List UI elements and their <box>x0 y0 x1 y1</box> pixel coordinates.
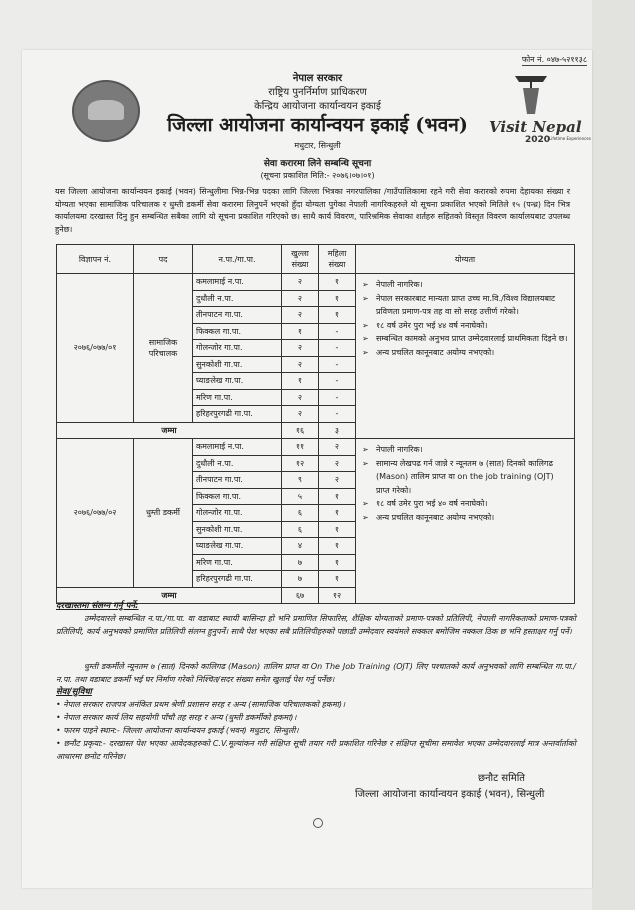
total-open: ६७ <box>282 587 319 604</box>
vacancy-table <box>56 244 575 604</box>
col-qualification: योग्यता <box>356 245 575 274</box>
selection-committee: छनौट समिति <box>478 773 525 784</box>
open-count-cell: ७ <box>282 554 319 571</box>
open-count-cell: ६ <box>282 505 319 522</box>
qualification-item: ➢ नेपाली नागरिक। <box>362 443 568 457</box>
signing-office: जिल्ला आयोजना कार्यान्वयन इकाई (भवन), सिन्धुली <box>355 789 545 800</box>
qualification-item: ➢ १८ वर्ष उमेर पुरा भई ४० वर्ष ननाघेको। <box>362 497 568 511</box>
open-count-cell: २ <box>282 307 319 324</box>
women-count-cell: - <box>319 389 356 406</box>
service-item-text: नेपाल सरकार कार्य लिय सहयोगी पाँचौ तह सरह र अन्य (धुम्ती डकर्मीको हकमा)। <box>63 713 297 722</box>
total-women: १२ <box>319 587 356 604</box>
municipality-cell: हरिहरपुरगढी गा.पा. <box>193 406 282 423</box>
municipality-cell: मरिण गा.पा. <box>193 389 282 406</box>
col-municipality: न.पा./गा.पा. <box>193 245 282 274</box>
attachments-heading: दरखास्तमा संलग्न गर्नु पर्ने: <box>56 601 139 611</box>
qualification-item: ➢ अन्य प्रचलित कानूनबाट अयोग्य नभएको। <box>362 346 568 360</box>
municipality-cell: गोलन्जोर गा.पा. <box>193 340 282 357</box>
municipality-cell: सुनकोशी गा.पा. <box>193 356 282 373</box>
open-count-cell: ५ <box>282 488 319 505</box>
women-count-cell: - <box>319 356 356 373</box>
open-count-cell: १२ <box>282 455 319 472</box>
qualification-item: ➢ सम्बन्धित कामको अनुभव प्राप्त उम्मेदवारलाई प्राथमिकता दिइने छ। <box>362 332 568 346</box>
qualification-item: ➢ नेपाल सरकारबाट मान्यता प्राप्त उच्च मा.वि./विश्व विद्यालयबाट प्रविणता प्रमाण-पत्र तह वा सो सरह उत्तीर्ण गरेको। <box>362 292 568 319</box>
municipality-cell: कमलामाई न.पा. <box>193 439 282 456</box>
municipality-cell: दुधौली न.पा. <box>193 290 282 307</box>
municipality-cell: घ्याङलेख गा.पा. <box>193 373 282 390</box>
logo-tagline-text: Lifetime Experiences <box>549 136 591 141</box>
municipality-cell: सुनकोशी गा.पा. <box>193 521 282 538</box>
women-count-cell: १ <box>319 521 356 538</box>
col-women: महिला संख्या <box>319 245 356 274</box>
page-mark <box>313 818 323 828</box>
authority-name: राष्ट्रिय पुनर्निर्माण प्राधिकरण <box>268 87 367 98</box>
col-open: खुल्ला संख्या <box>282 245 319 274</box>
total-label: जम्मा <box>57 422 282 439</box>
women-count-cell: - <box>319 406 356 423</box>
qualification-item: ➢ सामान्य लेखपढ गर्न जान्ने र न्यूनतम ७ (सात) दिनको कालिगढ (Mason) तालिम प्राप्त वा on the job training (OJT) प्राप्त गरेको। <box>362 457 568 498</box>
municipality-cell: गोलन्जोर गा.पा. <box>193 505 282 522</box>
service-item: • नेपाल सरकार राजपत्र अनंकित प्रथम श्रेणी प्रशासन सरह र अन्य (सामाजिक परिचालकको हकमा)। <box>56 700 346 709</box>
qualification-item: ➢ नेपाली नागरिक। <box>362 278 568 292</box>
service-item-text: फारम पाइने स्थान:- जिल्ला आयोजना कार्यान्वयन इकाई (भवन) मधुटार, सिन्धुली। <box>63 726 299 735</box>
open-count-cell: ४ <box>282 538 319 555</box>
women-count-cell: १ <box>319 488 356 505</box>
intro-paragraph: यस जिल्ला आयोजना कार्यान्वयन इकाई (भवन) सिन्धुलीमा भिन्न-भिन्न पदका लागि जिल्ला भित्रका नगरपालिका /गाउँपालिकामा रहने गरी सेवा करारको रुपमा देहायका संख्या र योग्यता भएका सामाजिक परिचालक र धुम्ती डकर्मी सेवा करारमा लिनुपर्ने भएको हुँदा योग्यता पुगेका नेपाली नागरिकहरुले यो सूचना प्रकाशित भएको मितिले १५ (पन्ध्र) दिन भित्र कार्यालयमा दरखास्त दिनु हुन सम्बन्धित सबैका लागि यो सूचना प्रकाशित गरिएको छ। साथै कार्य विवरण, पारिश्रमिक सेवाका शर्तहरु सहितको विस्तृत विवरण कार्यालयबाट उपलब्ध हुनेछ। <box>55 187 570 234</box>
open-count-cell: २ <box>282 290 319 307</box>
service-item-text: छनौट प्रकृया:- दरखास्त पेश भएका आवेदकहरुको C.V.मूल्यांकन गरी संक्षिप्त सूची तयार गरी प्रकाशित गरिनेछ र संक्षिप्त सूचीमा समावेश भएका उम्मेदवारलाई मात्र अन्तर्वार्ताको आधारमा छनोट गरिनेछ। <box>56 739 576 761</box>
service-item: • फारम पाइने स्थान:- जिल्ला आयोजना कार्यान्वयन इकाई (भवन) मधुटार, सिन्धुली। <box>56 726 299 735</box>
attachment-item: उम्मेदवारले सम्बन्धित न.पा./गा.पा. वा वडाबाट स्थायी बासिन्दा हो भनि प्रमाणित सिफारिस, शैक्षिक योग्यताको प्रमाण-पत्रको प्रतिलिपी, नेपाली नागरिकताको प्रमाण-पत्रको प्रतिलिपी, कार्य अनुभवको प्रमाणित प्रतिलिपी संलग्न हुनुपर्ने। साथै पेश भएका सबै प्रतिलिपीहरुको पछाडी उम्मेदवार स्वयंमले सक्कल बमोजिम नक्कल ठिक छ भनि हस्ताक्षर गर्नु पर्ने। <box>56 614 576 636</box>
notice-title: सेवा करारमा लिने सम्बन्धि सूचना <box>263 159 372 169</box>
open-count-cell: ७ <box>282 571 319 588</box>
office-address: मधुटार, सिन्धुली <box>294 141 341 150</box>
logo-brand-text: Visit Nepal <box>489 118 582 136</box>
attachment-item: धुम्ती डकर्मीले न्यूनतम ७ (सात) दिनको कालिगढ (Mason) तालिम प्राप्त वा On The Job Training (OJT) लिए पश्चातको कार्य अनुभवको लागि सम्बन्धित गा.पा./न.पा. तथा वडाबाट डकर्मी भई घर निर्माण गरेको निश्चित/सदर संख्या समेत खुलाई पेश गर्नु पर्नेछ। <box>56 662 576 684</box>
phone-number: फोन नं. ०४७-५२११३८ <box>521 55 587 64</box>
open-count-cell: २ <box>282 274 319 291</box>
municipality-cell: दुधौली न.पा. <box>193 455 282 472</box>
women-count-cell: १ <box>319 571 356 588</box>
women-count-cell: - <box>319 373 356 390</box>
logo-year-text: 2020 <box>525 135 551 145</box>
qualification-cell <box>356 439 575 604</box>
women-count-cell: - <box>319 323 356 340</box>
municipality-cell: कमलामाई न.पा. <box>193 274 282 291</box>
women-count-cell: १ <box>319 274 356 291</box>
office-title: जिल्ला आयोजना कार्यान्वयन इकाई (भवन) <box>167 114 468 136</box>
women-count-cell: १ <box>319 538 356 555</box>
table-row <box>57 439 575 456</box>
total-open: १६ <box>282 422 319 439</box>
service-item: • नेपाल सरकार कार्य लिय सहयोगी पाँचौ तह सरह र अन्य (धुम्ती डकर्मीको हकमा)। <box>56 713 297 722</box>
women-count-cell: - <box>319 340 356 357</box>
open-count-cell: ९ <box>282 472 319 489</box>
municipality-cell: तीनपाटन गा.पा. <box>193 307 282 324</box>
col-post: पद <box>134 245 193 274</box>
central-unit-name: केन्द्रिय आयोजना कार्यान्वयन इकाई <box>254 101 381 112</box>
municipality-cell: मरिण गा.पा. <box>193 554 282 571</box>
open-count-cell: २ <box>282 389 319 406</box>
municipality-cell: घ्याङलेख गा.पा. <box>193 538 282 555</box>
municipality-cell: हरिहरपुरगढी गा.पा. <box>193 571 282 588</box>
total-label: जम्मा <box>57 587 282 604</box>
open-count-cell: १ <box>282 323 319 340</box>
municipality-cell: तीनपाटन गा.पा. <box>193 472 282 489</box>
adv-no-cell: २०७६/०७७/०१ <box>57 274 134 423</box>
qualification-item: ➢ अन्य प्रचलित कानूनबाट अयोग्य नभएको। <box>362 511 568 525</box>
adv-no-cell: २०७६/०७७/०२ <box>57 439 134 588</box>
women-count-cell: १ <box>319 554 356 571</box>
post-cell: धुम्ती डकर्मी <box>134 439 193 588</box>
table-header-row <box>57 245 575 274</box>
notice-date: (सूचना प्रकाशित मिति:- २०७६।०७।०१) <box>260 171 375 180</box>
service-item: • छनौट प्रकृया:- दरखास्त पेश भएका आवेदकहरुको C.V.मूल्यांकन गरी संक्षिप्त सूची तयार गरी प्रकाशित गरिनेछ र संक्षिप्त सूचीमा समावेश भएका उम्मेदवारलाई मात्र अन्तर्वार्ताको आधारमा छनोट गरिनेछ। <box>56 739 576 761</box>
service-item-text: नेपाल सरकार राजपत्र अनंकित प्रथम श्रेणी प्रशासन सरह र अन्य (सामाजिक परिचालकको हकमा)। <box>63 700 346 709</box>
open-count-cell: २ <box>282 406 319 423</box>
qualification-cell <box>356 274 575 439</box>
women-count-cell: २ <box>319 439 356 456</box>
open-count-cell: ६ <box>282 521 319 538</box>
col-adv-no: विज्ञापन नं. <box>57 245 134 274</box>
table-row <box>57 274 575 291</box>
women-count-cell: १ <box>319 290 356 307</box>
qualification-item: ➢ १८ वर्ष उमेर पुरा भई ४४ वर्ष ननाघेको। <box>362 319 568 333</box>
women-count-cell: १ <box>319 307 356 324</box>
open-count-cell: २ <box>282 340 319 357</box>
govt-name: नेपाल सरकार <box>292 73 343 84</box>
open-count-cell: २ <box>282 356 319 373</box>
open-count-cell: १ <box>282 373 319 390</box>
municipality-cell: फिक्कल गा.पा. <box>193 488 282 505</box>
municipality-cell: फिक्कल गा.पा. <box>193 323 282 340</box>
services-heading: सेवा/सुविधा <box>56 687 92 697</box>
open-count-cell: ११ <box>282 439 319 456</box>
women-count-cell: १ <box>319 505 356 522</box>
total-women: ३ <box>319 422 356 439</box>
women-count-cell: २ <box>319 472 356 489</box>
women-count-cell: २ <box>319 455 356 472</box>
post-cell: सामाजिक परिचालक <box>134 274 193 423</box>
